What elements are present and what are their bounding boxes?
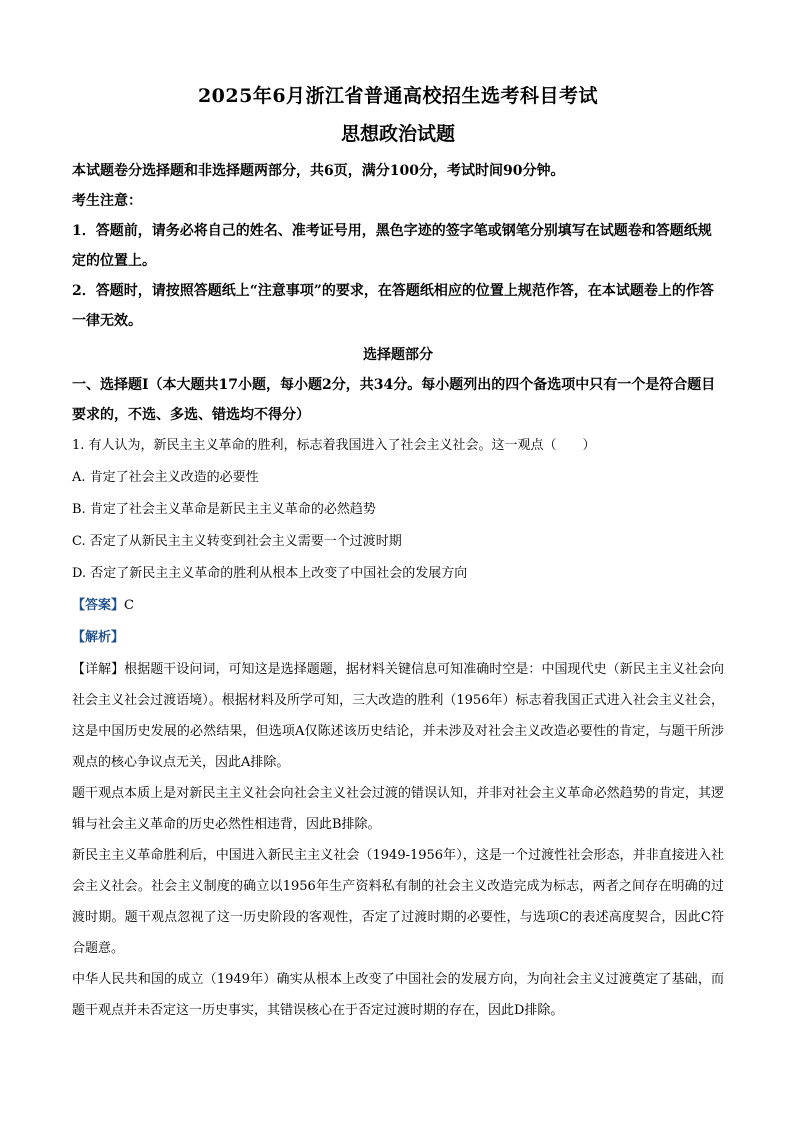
intro-line-scope: 本试题卷分选择题和非选择题两部分，共6页，满分100分，考试时间90分钟。 [72,163,565,179]
detail-paragraph-1 [72,654,724,778]
detail-text-1: 根据题干设问词，可知这是选择题题，据材料关键信息可知准确时空是：中国现代史（新民主主义社会向社会主义社会过渡语境）。根据材料及所学可知，三大改造的胜利（1956年）标志着我国正式进入社会主义社会，这是中国历史发展的必然结果，但选项A仅陈述该历史结论，并未涉及对社会主义改造必要性的肯定，与题干所涉观点的核心争议点无关，因此A排除。 [72,662,724,770]
option-d: D. 否定了新民主主义革命的胜利从根本上改变了中国社会的发展方向 [72,566,468,581]
answer-line [72,590,724,622]
analysis-line [72,622,724,654]
option-c: C. 否定了从新民主主义转变到社会主义需要一个过渡时期 [72,534,402,549]
answer-tag: 【答案】 [72,598,125,613]
section-title: 选择题部分 [363,347,433,363]
question-1 [72,430,724,1026]
option-a: A. 肯定了社会主义改造的必要性 [72,470,259,485]
detail-paragraph-2: 题干观点本质上是对新民主主义社会向社会主义社会过渡的错误认知，并非对社会主义革命必然趋势的肯定，其逻辑与社会主义革命的历史必然性相违背，因此B排除。 [72,786,724,832]
detail-paragraph-4: 中华人民共和国的成立（1949年）确实从根本上改变了中国社会的发展方向，为向社会主义过渡奠定了基础，而题干观点并未否定这一历史事实，其错误核心在于否定过渡时期的存在，因此D排除。 [72,972,724,1018]
detail-tag: 【详解】 [72,662,125,677]
answer-value: C [124,598,134,613]
exam-title: 2025年6月浙江省普通高校招生选考科目考试 [197,85,599,107]
part-heading: 一、选择题Ⅰ（本大题共17小题，每小题2分，共34分。每小题列出的四个备选项中只有一个是符合题目要求的，不选、多选、错选均不得分） [72,377,716,423]
exam-instructions [72,156,724,336]
exam-subtitle: 思想政治试题 [340,123,455,145]
intro-line-notice-heading: 考生注意： [72,193,142,209]
analysis-tag: 【解析】 [72,630,125,645]
detail-paragraph-3: 新民主主义革命胜利后，中国进入新民主主义社会（1949-1956年），这是一个过渡性社会形态，并非直接进入社会主义社会。社会主义制度的确立以1956年生产资料私有制的社会主义改造完成为标志，两者之间存在明确的过渡时期。题干观点忽视了这一历史阶段的客观性，否定了过渡时期的必要性，与选项C的表述高度契合，因此C符合题意。 [72,848,724,956]
exam-page [72,82,724,1026]
intro-line-rule-1: 1．答题前，请务必将自己的姓名、准考证号用，黑色字迹的签字笔或钢笔分别填写在试题卷和答题纸规定的位置上。 [72,223,712,269]
option-b: B. 肯定了社会主义革命是新民主主义革命的必然趋势 [72,502,376,517]
intro-line-rule-2: 2．答题时，请按照答题纸上“注意事项”的要求，在答题纸相应的位置上规范作答，在本试题卷上的作答一律无效。 [72,283,714,329]
question-stem: 1. 有人认为，新民主主义革命的胜利，标志着我国进入了社会主义社会。这一观点（ ） [72,438,596,453]
